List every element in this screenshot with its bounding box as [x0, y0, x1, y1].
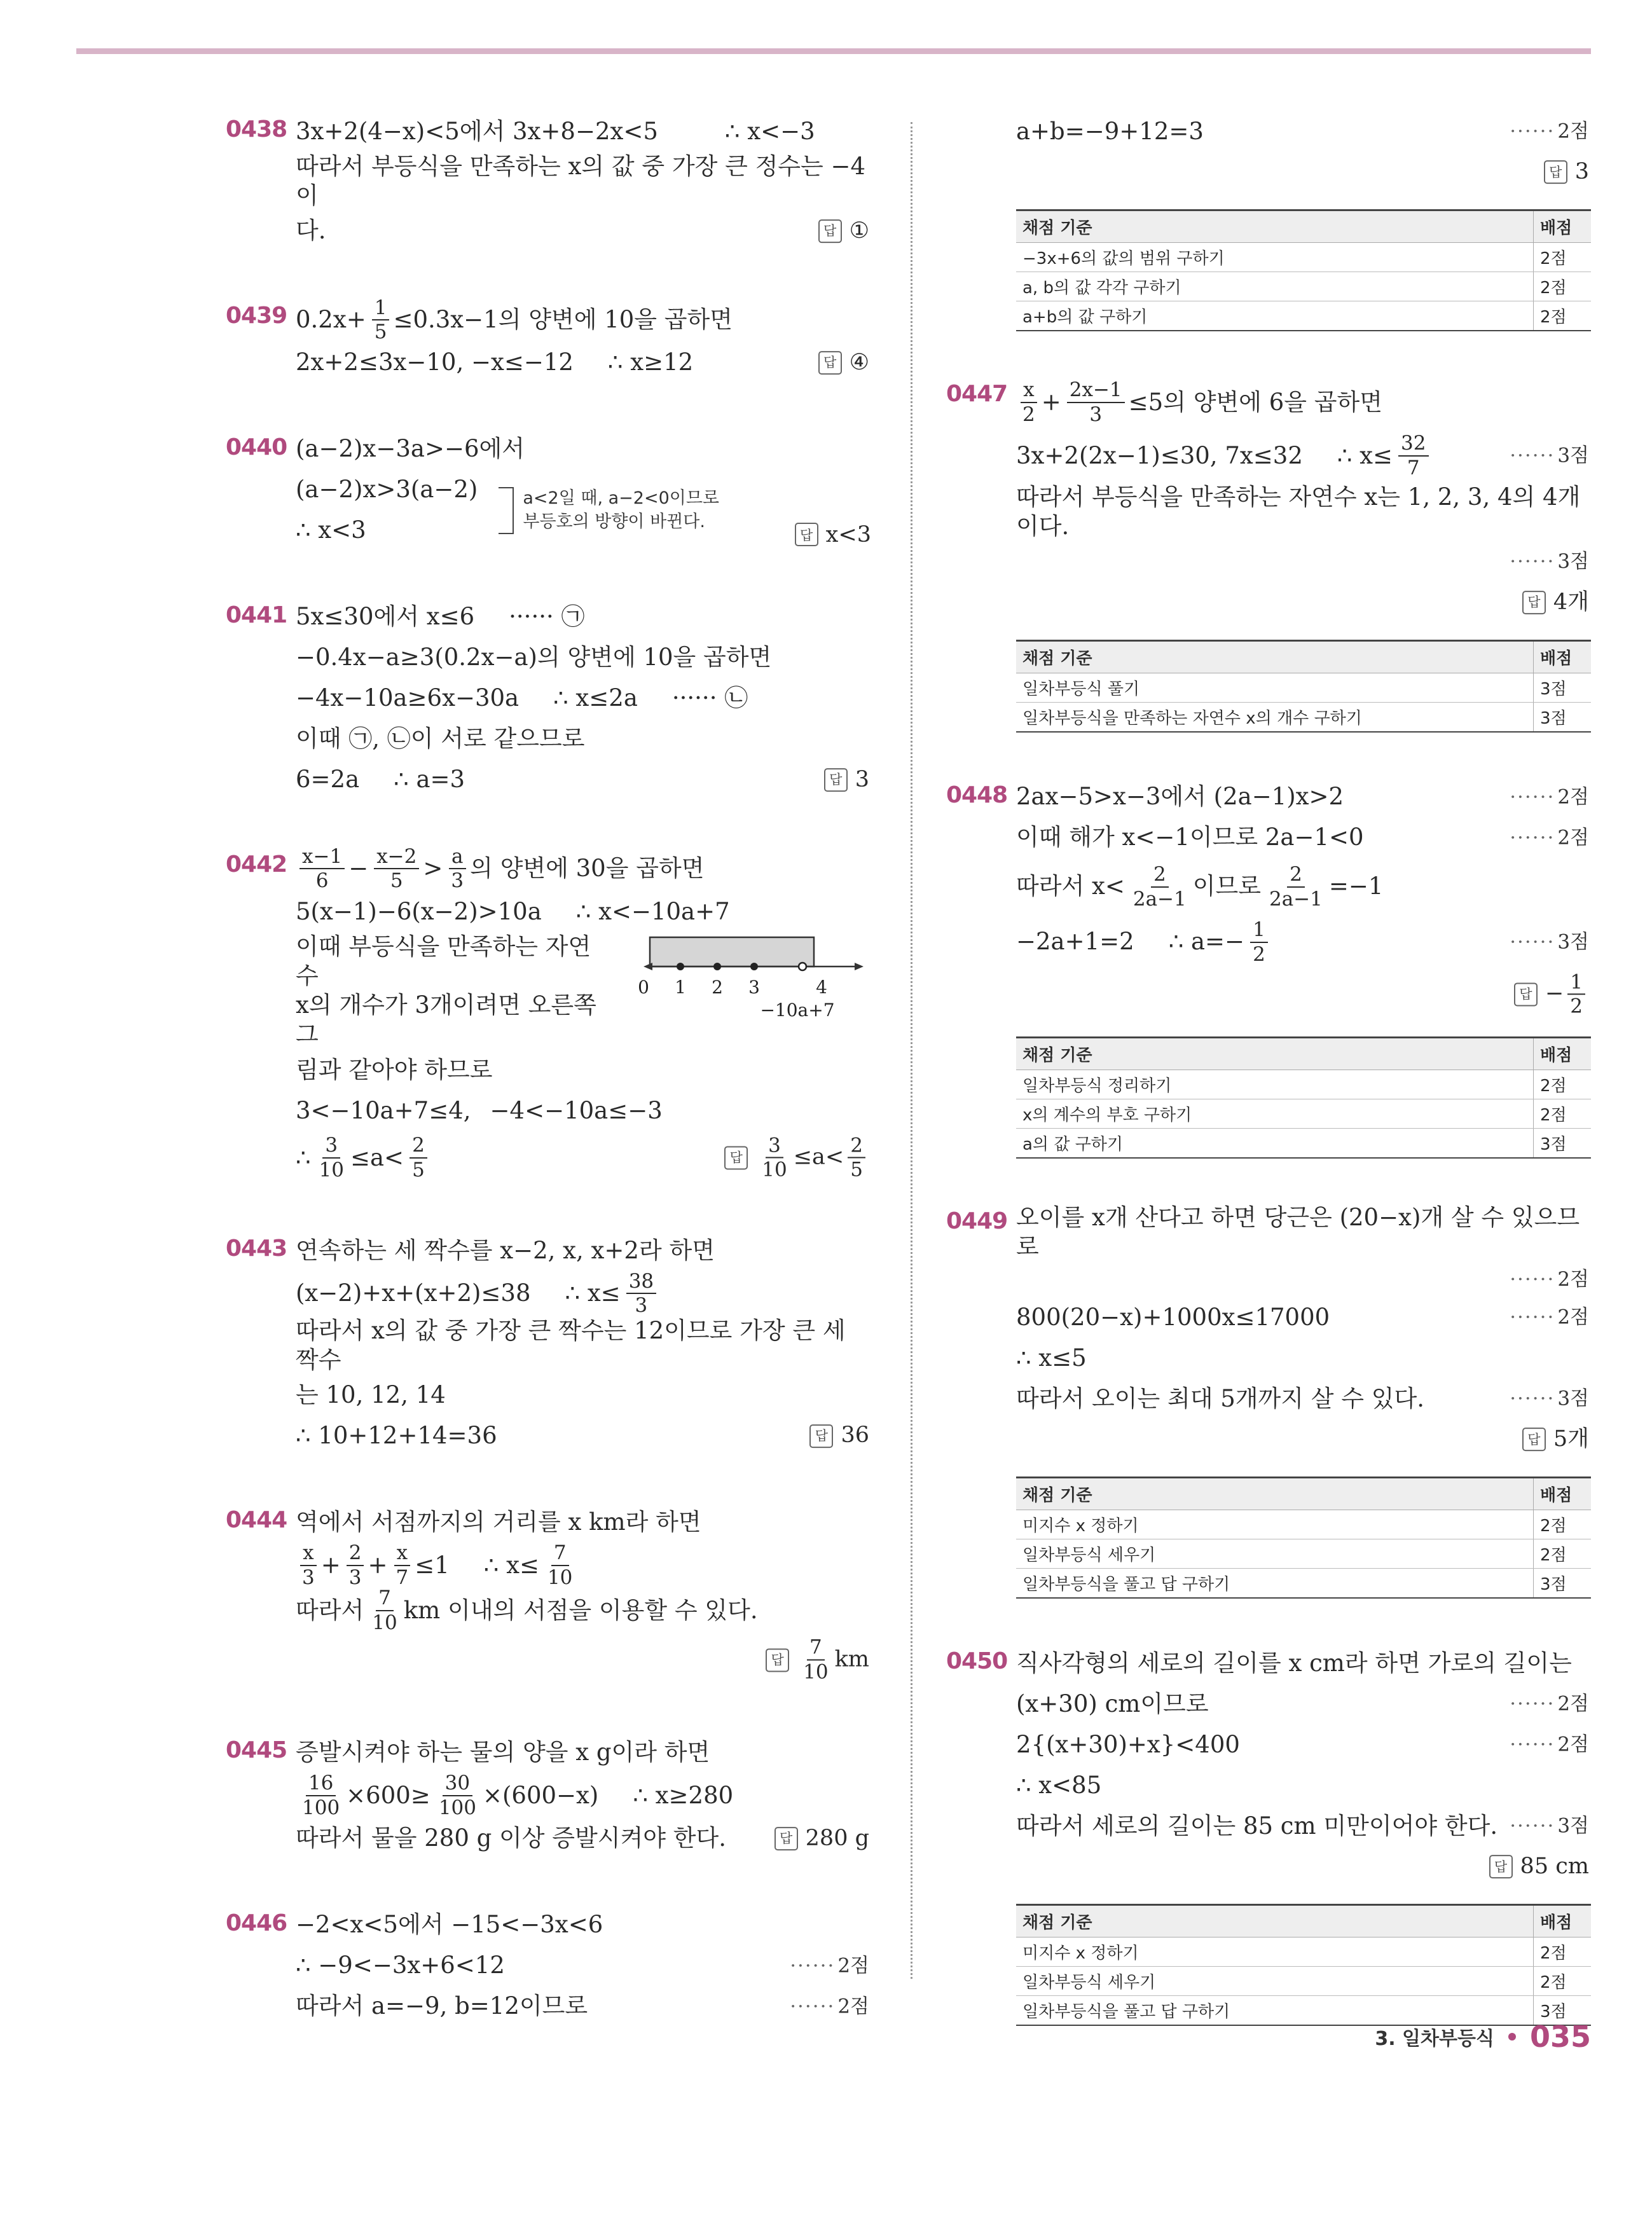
answer-icon: 답: [1522, 1428, 1546, 1452]
tick-label: 1: [675, 976, 686, 998]
chapter-title: 3. 일차부등식: [1375, 2028, 1494, 2050]
answer: 답 3: [824, 766, 869, 794]
table-row: a+b의 값 구하기 2점: [1016, 301, 1591, 331]
answer: 답 280 g: [774, 1825, 869, 1853]
score-points: ······ 2점: [1510, 826, 1589, 850]
table-row: 일차부등식 세우기 2점: [1016, 1539, 1591, 1569]
answer-icon: 답: [795, 523, 818, 546]
score-points: ······ 3점: [1510, 1387, 1589, 1410]
answer-icon: 답: [724, 1146, 748, 1169]
answer-icon: 답: [818, 351, 842, 375]
problem-0443: 0443 연속하는 세 짝수를 x−2, x, x+2라 하면 (x−2)+x+(x+2)≤38 ∴ x≤ $\frac{38}{3}$ 따라서 x의 값 중 가장 큰 짝수는 12이므로 가장 큰 세 짝수 는 10, 12, 14 ∴ 10+12+14=36 답 36: [226, 1235, 869, 1450]
problem-number: 0440: [226, 434, 287, 460]
score-points: ······ 2점: [1510, 785, 1589, 809]
grading-table: 채점 기준 배점 −3x+6의 값의 범위 구하기 2점 a, b의 값 각각 구하기 2점 a+b의 값 구하기 2점: [1016, 209, 1591, 331]
answer-icon: 답: [1514, 982, 1538, 1006]
score-points: ······ 2점: [1510, 1267, 1589, 1291]
answer: 답 5개: [1522, 1426, 1589, 1454]
boundary-label: −10a+7: [760, 999, 835, 1021]
problem-0439: 0439 0.2x+ $\frac{1}{5}$ ≤0.3x−1의 양변에 10을 곱하면 2x+2≤3x−10, −x≤−12 ∴ x≥12 답 ④: [226, 296, 869, 376]
grading-table: 채점 기준 배점 일차부등식 풀기 3점 일차부등식을 만족하는 자연수 x의 개수 구하기 3점: [1016, 640, 1591, 733]
table-row: 일차부등식을 풀고 답 구하기 3점: [1016, 1996, 1591, 2026]
tick-label: 3: [748, 976, 760, 998]
table-row: 미지수 x 정하기 2점: [1016, 1937, 1591, 1967]
problem-0441: 0441 5x≤30에서 x≤6 ······ ㉠ −0.4x−a≥3(0.2x−a)의 양변에 10을 곱하면 −4x−10a≥6x−30a ∴ x≤2a ······ ㉡ 이때 ㉠, ㉡이 서로 같으므로 6=2a ∴ a=3 답 3: [226, 602, 869, 794]
open-point: [799, 963, 806, 970]
table-row: 일차부등식 정리하기 2점: [1016, 1070, 1591, 1099]
score-points: ······ 2점: [1510, 1305, 1589, 1329]
score-points: ······ 2점: [790, 1995, 869, 2018]
answer-icon: 답: [1522, 591, 1546, 614]
table-row: 일차부등식을 풀고 답 구하기 3점: [1016, 1569, 1591, 1599]
score-points: ······ 3점: [1510, 444, 1589, 467]
answer-icon: 답: [809, 1424, 833, 1448]
answer-icon: 답: [774, 1827, 798, 1850]
problem-number: 0449: [946, 1208, 1008, 1234]
answer: 답 ①: [818, 217, 869, 245]
side-note: a<2일 때, a−2<0이므로 부등호의 방향이 바뀐다.: [499, 487, 719, 534]
problem-number: 0438: [226, 116, 287, 142]
problem-0447: 0447 x 2 + $\frac{2x-1}{3}$ ≤5의 양변에 6을 곱하면 3x+2(2x−1)≤30, 7x≤32 ∴ x≤ $\frac{32}{7}$ ······ 3점 따라서 부등식을 만족하는 자연수 x는 1, 2, 3, 4의 4개이다. ······ 3점 답 4개 채점 기준 배점 일차부등식 풀기 3점 일차부등식을 만족하는 자연수 x의 개수 구하기 3점: [946, 376, 1591, 733]
problem-0445: 0445 증발시켜야 하는 물의 양을 x g이라 하면 $\frac{16}{100}$ ×600≥ $\frac{30}{100}$ ×(600−x) ∴ x≥280 따라서 물을 280 g 이상 증발시켜야 한다. 답 280 g: [226, 1737, 869, 1852]
table-row: 일차부등식 세우기 2점: [1016, 1967, 1591, 1996]
score-points: ······ 3점: [1510, 1814, 1589, 1838]
problem-number: 0448: [946, 781, 1008, 808]
score-points: ······ 2점: [1510, 1692, 1589, 1716]
answer: 답 $\frac{3}{10}$ ≤a< 2 5: [724, 1135, 869, 1180]
answer-icon: 답: [818, 219, 842, 243]
answer: 답 ④: [818, 349, 869, 377]
answer-icon: 답: [1544, 161, 1567, 184]
problem-0450: 0450 직사각형의 세로의 길이를 x cm라 하면 가로의 길이는 (x+30) cm이므로 ······ 2점 2{(x+30)+x}<400 ······ 2점 ∴ x<85 따라서 세로의 길이는 85 cm 미만이어야 한다. ······ 3점 답 85 cm 채점 기준 배점 미지수 x 정하기 2점 일차부등식 세우기 2점 일차부등식을 풀고 답 구하기 3점: [946, 1643, 1591, 2026]
left-column: [226, 111, 871, 2027]
tick-label: 4: [816, 976, 827, 998]
right-column: [946, 111, 1591, 2026]
score-points: ······ 2점: [790, 1954, 869, 1978]
answer: 답 85 cm: [1489, 1853, 1589, 1881]
problem-number: 0443: [226, 1235, 287, 1262]
bullet-icon: [1508, 2033, 1516, 2041]
point-2: [713, 963, 721, 970]
problem-number: 0442: [226, 851, 287, 878]
problem-0446: 0446 −2<x<5에서 −15<−3x<6 ∴ −9<−3x+6<12 ······ 2점 따라서 a=−9, b=12이므로 ······ 2점: [226, 1910, 869, 2020]
problem-number: 0446: [226, 1910, 287, 1936]
problem-number: 0447: [946, 381, 1008, 407]
answer: 답 7 10 km: [766, 1637, 869, 1683]
table-row: a, b의 값 각각 구하기 2점: [1016, 272, 1591, 301]
problem-number: 0439: [226, 302, 287, 329]
problem-number: 0444: [226, 1507, 287, 1534]
table-row: 일차부등식 풀기 3점: [1016, 673, 1591, 702]
grading-table: 채점 기준 배점 일차부등식 정리하기 2점 x의 계수의 부호 구하기 2점 a의 값 구하기 3점: [1016, 1036, 1591, 1159]
table-row: 일차부등식을 만족하는 자연수 x의 개수 구하기 3점: [1016, 702, 1591, 732]
problem-0440: 0440 (a−2)x−3a>−6에서 (a−2)x>3(a−2) ∴ x<3 a<2일 때, a−2<0이므로 부등호의 방향이 바뀐다. 답 x<3: [226, 434, 871, 547]
score-points: ······ 2점: [1510, 1733, 1589, 1756]
score-points: ······ 3점: [1510, 550, 1589, 574]
answer-icon: 답: [824, 768, 848, 792]
problem-0438: 0438 3x+2(4−x)<5에서 3x+8−2x<5 ∴ x<−3 따라서 부등식을 만족하는 x의 값 중 가장 큰 정수는 −4이 다. 답 ①: [226, 116, 869, 245]
number-line-diagram: [638, 932, 871, 1021]
grading-table: 채점 기준 배점 미지수 x 정하기 2점 일차부등식 세우기 2점 일차부등식을 풀고 답 구하기 3점: [1016, 1904, 1591, 2026]
tick-label: 2: [712, 976, 723, 998]
column-divider: [911, 122, 912, 1979]
problem-0449: 0449 오이를 x개 산다고 하면 당근은 (20−x)개 살 수 있으므로 ······ 2점 800(20−x)+1000x≤17000 ······ 2점 ∴ x≤5 따라서 오이는 최대 5개까지 살 수 있다. ······ 3점 답 5개 채점 기준 배점 미지수 x 정하기 2점 일차부등식 세우기 2점 일차부등식을 풀고 답 구하기 3점: [946, 1203, 1591, 1599]
answer-icon: 답: [766, 1648, 789, 1672]
tick-label: 0: [638, 976, 649, 998]
table-row: −3x+6의 값의 범위 구하기 2점: [1016, 243, 1591, 272]
grading-table: 채점 기준 배점 미지수 x 정하기 2점 일차부등식 세우기 2점 일차부등식을 풀고 답 구하기 3점: [1016, 1476, 1591, 1599]
table-row: a의 값 구하기 3점: [1016, 1128, 1591, 1158]
problem-0448: 0448 2ax−5>x−3에서 (2a−1)x>2 ······ 2점 이때 해가 x<−1이므로 2a−1<0 ······ 2점 따라서 x< 2 2a−1 이므로 $\frac{2}{2a-1}$ =−1 −2a+1=2 ∴ a=− $\frac{1}{2}$ ······ 3점 답 − $\frac{1}{2}$ 채점 기준 배점 일차부등식 정리하기 2점 x의 계수의 부호 구하기 2점 a의 값 구하기 3점: [946, 777, 1591, 1159]
point-3: [750, 963, 758, 970]
problem-number: 0450: [946, 1648, 1008, 1674]
problem-0442: 0442 x−1 6 − $\frac{x-2}{5}$ > a 3 의 양변에 30을 곱하면 5(x−1)−6(x−2)>10a ∴ x<−10a+7 이때 부등식을 만족하는 자연수 x의 개수가 3개이려면 오른쪽 그 림과 같아야 하므로 0 1 2 3 4 −10a+7 3<−10a+7≤4, −4<−10a≤−3 ∴ $\frac{3}{10}$ ≤a< 2 5 답 $\frac{3}{10}$ ≤a< 2 5: [226, 846, 871, 1185]
answer: 답 − $\frac{1}{2}$: [1514, 972, 1589, 1017]
right-arrow-icon: [855, 963, 864, 970]
page-footer: [1375, 2020, 1591, 2054]
table-row: x의 계수의 부호 구하기 2점: [1016, 1099, 1591, 1128]
score-points: ······ 3점: [1510, 930, 1589, 954]
answer: 답 36: [809, 1422, 869, 1450]
problem-number: 0441: [226, 602, 287, 628]
answer: 답 3: [1544, 158, 1589, 186]
score-points: ······ 2점: [1510, 120, 1589, 143]
problem-number: 0445: [226, 1737, 287, 1764]
fraction: $\frac{1}{5}$: [372, 298, 390, 343]
page-number: 035: [1529, 2020, 1591, 2054]
table-row: 미지수 x 정하기 2점: [1016, 1510, 1591, 1539]
problem-0446-continued: a+b=−9+12=3 ······ 2점 답 3 채점 기준 배점 −3x+6의 값의 범위 구하기 2점 a, b의 값 각각 구하기 2점 a+b의 값 구하기 2점: [946, 111, 1591, 331]
solution-range-bar: [650, 937, 814, 967]
answer: 답 4개: [1522, 589, 1589, 617]
answer: 답 x<3: [795, 522, 871, 547]
problem-0444: 0444 역에서 서점까지의 거리를 x km라 하면 x 3 + $\frac{2}{3}$ + $\frac{x}{7}$ ≤1 ∴ x≤ $\frac{7}{10}$ 따라서 7 10 km 이내의 서점을 이용할 수 있다. 답 7 10 km: [226, 1507, 869, 1684]
top-rule: [76, 48, 1591, 54]
point-1: [677, 963, 684, 970]
left-arrow-icon: [644, 963, 652, 970]
answer-icon: 답: [1489, 1855, 1513, 1879]
